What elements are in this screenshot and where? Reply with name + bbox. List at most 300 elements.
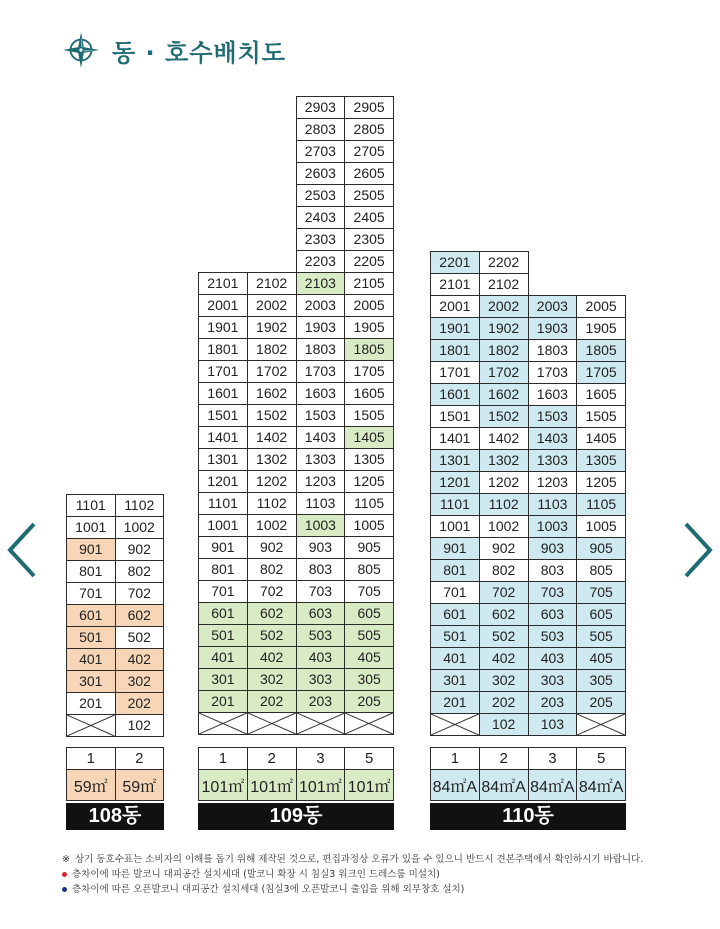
unit-cell: 1001 <box>199 515 248 537</box>
note-disclaimer <box>62 852 643 867</box>
floor-row <box>431 516 626 538</box>
unit-cell: 2905 <box>345 97 394 119</box>
unit-cell: 1002 <box>479 516 528 538</box>
unit-cell: 1505 <box>345 405 394 427</box>
unit-cell: 201 <box>431 692 480 714</box>
unit-cell: 1102 <box>479 494 528 516</box>
unit-cell: 1602 <box>247 383 296 405</box>
unit-cell: 305 <box>577 670 626 692</box>
unit-cell: 2703 <box>296 141 345 163</box>
unit-cell: 501 <box>431 626 480 648</box>
line-number: 2 <box>115 748 164 770</box>
unit-cell: 1802 <box>247 339 296 361</box>
unit-cell: 1502 <box>247 405 296 427</box>
next-arrow-button[interactable] <box>678 520 718 580</box>
empty-cell <box>247 185 296 207</box>
unit-cell: 1603 <box>296 383 345 405</box>
unit-cell: 1902 <box>479 318 528 340</box>
unit-cell: 902 <box>479 538 528 560</box>
unit-cell: 401 <box>431 648 480 670</box>
floor-row <box>431 450 626 472</box>
floor-row <box>199 141 394 163</box>
line-number: 1 <box>199 748 248 770</box>
unit-cell: 2803 <box>296 119 345 141</box>
unit-cell: 1903 <box>528 318 577 340</box>
line-number: 5 <box>577 748 626 770</box>
unit-cell: 1501 <box>199 405 248 427</box>
line-number: 1 <box>67 748 116 770</box>
building-108-name: 108동 <box>66 803 164 830</box>
line-number-row <box>431 748 626 770</box>
unit-cell: 801 <box>431 560 480 582</box>
unit-cell: 1001 <box>431 516 480 538</box>
unit-cell: 505 <box>577 626 626 648</box>
floor-row <box>67 517 164 539</box>
line-number-row <box>67 748 164 770</box>
unit-cell: 603 <box>296 603 345 625</box>
floor-row <box>199 537 394 559</box>
floor-row <box>431 714 626 736</box>
building-108-unit-grid <box>66 494 164 737</box>
floor-row <box>431 670 626 692</box>
unit-cell: 303 <box>528 670 577 692</box>
unit-cell: 205 <box>345 691 394 713</box>
floor-row <box>199 603 394 625</box>
unit-cell: 405 <box>345 647 394 669</box>
floor-row <box>431 362 626 384</box>
building-109-name: 109동 <box>198 803 394 830</box>
unit-cell: 805 <box>345 559 394 581</box>
unit-cell: 2003 <box>296 295 345 317</box>
floor-row <box>199 427 394 449</box>
unit-cell: 1303 <box>528 450 577 472</box>
unit-cell: 202 <box>247 691 296 713</box>
line-number: 5 <box>345 748 394 770</box>
floor-row <box>199 449 394 471</box>
no-unit-cell <box>345 713 394 735</box>
floor-row <box>199 625 394 647</box>
empty-cell <box>199 229 248 251</box>
floor-row <box>431 406 626 428</box>
note-text: 층차이에 따른 발코니 대피공간 설치세대 (발코니 확장 시 침실3 워크인 드레스룸 미설치) <box>72 869 440 880</box>
unit-area: 101㎡ <box>345 770 394 801</box>
floor-row <box>431 296 626 318</box>
unit-cell: 1703 <box>296 361 345 383</box>
floor-row <box>199 295 394 317</box>
empty-cell <box>247 229 296 251</box>
unit-cell: 1201 <box>199 471 248 493</box>
unit-cell: 1401 <box>431 428 480 450</box>
empty-cell <box>528 274 577 296</box>
unit-cell: 402 <box>115 649 164 671</box>
floor-row <box>431 494 626 516</box>
empty-cell <box>199 163 248 185</box>
unit-cell: 205 <box>577 692 626 714</box>
unit-cell: 1103 <box>296 493 345 515</box>
unit-cell: 1702 <box>479 362 528 384</box>
floor-row <box>431 692 626 714</box>
unit-cell: 601 <box>199 603 248 625</box>
unit-cell: 1602 <box>479 384 528 406</box>
building-109-unit-grid <box>198 96 394 735</box>
unit-cell: 301 <box>431 670 480 692</box>
floor-row <box>199 163 394 185</box>
floor-row <box>431 428 626 450</box>
note-open-balcony-shelter <box>62 882 643 897</box>
compass-icon <box>62 31 100 69</box>
no-unit-cell <box>199 713 248 735</box>
line-number: 3 <box>296 748 345 770</box>
unit-cell: 2102 <box>247 273 296 295</box>
unit-cell: 1301 <box>431 450 480 472</box>
unit-cell: 1505 <box>577 406 626 428</box>
unit-cell: 603 <box>528 604 577 626</box>
unit-cell: 1102 <box>247 493 296 515</box>
unit-cell: 1303 <box>296 449 345 471</box>
unit-cell: 701 <box>67 583 116 605</box>
no-unit-cell <box>577 714 626 736</box>
unit-cell: 302 <box>115 671 164 693</box>
empty-cell <box>199 207 248 229</box>
unit-cell: 505 <box>345 625 394 647</box>
unit-cell: 602 <box>479 604 528 626</box>
unit-cell: 1005 <box>345 515 394 537</box>
floor-row <box>67 539 164 561</box>
floor-row <box>431 604 626 626</box>
floor-row <box>431 560 626 582</box>
unit-cell: 902 <box>115 539 164 561</box>
unit-area: 101㎡ <box>296 770 345 801</box>
floor-row <box>67 605 164 627</box>
empty-cell <box>528 252 577 274</box>
unit-cell: 705 <box>577 582 626 604</box>
unit-area: 84㎡A <box>479 770 528 801</box>
unit-cell: 2603 <box>296 163 345 185</box>
unit-cell: 1401 <box>199 427 248 449</box>
floor-row <box>199 339 394 361</box>
unit-cell: 2102 <box>479 274 528 296</box>
unit-cell: 802 <box>479 560 528 582</box>
floor-row <box>199 405 394 427</box>
empty-cell <box>247 141 296 163</box>
unit-cell: 2101 <box>199 273 248 295</box>
no-unit-cell <box>67 715 116 737</box>
unit-cell: 1705 <box>577 362 626 384</box>
unit-cell: 1605 <box>345 383 394 405</box>
line-number: 2 <box>247 748 296 770</box>
unit-cell: 1101 <box>199 493 248 515</box>
unit-area-row <box>67 770 164 801</box>
unit-cell: 2101 <box>431 274 480 296</box>
unit-cell: 801 <box>67 561 116 583</box>
floor-row <box>431 274 626 296</box>
unit-cell: 1501 <box>431 406 480 428</box>
floor-row <box>67 671 164 693</box>
unit-cell: 1402 <box>479 428 528 450</box>
unit-cell: 401 <box>199 647 248 669</box>
unit-cell: 301 <box>67 671 116 693</box>
floor-row <box>431 318 626 340</box>
floor-row <box>199 97 394 119</box>
unit-cell: 1203 <box>528 472 577 494</box>
unit-cell: 1305 <box>577 450 626 472</box>
unit-cell: 302 <box>247 669 296 691</box>
unit-cell: 601 <box>67 605 116 627</box>
navy-dot-icon <box>62 887 67 892</box>
unit-cell: 1405 <box>577 428 626 450</box>
empty-cell <box>199 141 248 163</box>
unit-cell: 1503 <box>296 405 345 427</box>
unit-cell: 502 <box>115 627 164 649</box>
floor-row <box>431 648 626 670</box>
building-110-name: 110동 <box>430 803 626 830</box>
unit-area: 84㎡A <box>431 770 480 801</box>
page-title: 동 · 호수배치도 <box>112 38 286 67</box>
no-unit-cell <box>247 713 296 735</box>
floor-row <box>199 493 394 515</box>
unit-cell: 903 <box>528 538 577 560</box>
unit-cell: 1205 <box>577 472 626 494</box>
empty-cell <box>247 251 296 273</box>
floor-row <box>431 538 626 560</box>
unit-cell: 901 <box>67 539 116 561</box>
unit-cell: 802 <box>115 561 164 583</box>
unit-cell: 1502 <box>479 406 528 428</box>
unit-cell: 903 <box>296 537 345 559</box>
unit-cell: 2001 <box>431 296 480 318</box>
unit-cell: 703 <box>528 582 577 604</box>
floor-row <box>199 361 394 383</box>
unit-cell: 403 <box>528 648 577 670</box>
unit-cell: 2002 <box>479 296 528 318</box>
floor-row <box>199 207 394 229</box>
unit-area: 84㎡A <box>528 770 577 801</box>
notes <box>62 852 643 897</box>
unit-cell: 602 <box>247 603 296 625</box>
unit-cell: 805 <box>577 560 626 582</box>
empty-cell <box>247 119 296 141</box>
unit-cell: 1803 <box>296 339 345 361</box>
unit-cell: 102 <box>115 715 164 737</box>
unit-cell: 303 <box>296 669 345 691</box>
chevron-left-icon <box>2 520 42 580</box>
unit-cell: 2203 <box>296 251 345 273</box>
unit-cell: 1605 <box>577 384 626 406</box>
unit-cell: 1205 <box>345 471 394 493</box>
unit-cell: 1803 <box>528 340 577 362</box>
unit-cell: 801 <box>199 559 248 581</box>
unit-cell: 2103 <box>296 273 345 295</box>
empty-cell <box>247 163 296 185</box>
unit-cell: 502 <box>479 626 528 648</box>
floor-row <box>199 317 394 339</box>
unit-cell: 1905 <box>577 318 626 340</box>
floor-row <box>199 185 394 207</box>
unit-cell: 1305 <box>345 449 394 471</box>
floor-row <box>199 647 394 669</box>
unit-cell: 501 <box>67 627 116 649</box>
note-text: 층차이에 따른 오픈발코니 대피공간 설치세대 (침실3에 오픈발코니 출입을 위해 외부창호 설치) <box>72 884 465 895</box>
unit-cell: 1802 <box>479 340 528 362</box>
unit-cell: 1003 <box>528 516 577 538</box>
red-dot-icon <box>62 872 67 877</box>
floor-row <box>199 471 394 493</box>
floor-row <box>67 715 164 737</box>
floor-row <box>431 252 626 274</box>
note-marker: ※ <box>62 854 70 865</box>
unit-cell: 1403 <box>296 427 345 449</box>
unit-cell: 1805 <box>345 339 394 361</box>
unit-cell: 1805 <box>577 340 626 362</box>
line-number: 3 <box>528 748 577 770</box>
floor-row <box>199 251 394 273</box>
unit-cell: 302 <box>479 670 528 692</box>
floor-row <box>199 119 394 141</box>
unit-cell: 2403 <box>296 207 345 229</box>
unit-cell: 702 <box>115 583 164 605</box>
unit-cell: 905 <box>345 537 394 559</box>
unit-cell: 803 <box>528 560 577 582</box>
unit-cell: 1703 <box>528 362 577 384</box>
unit-cell: 2005 <box>577 296 626 318</box>
floor-row <box>199 713 394 735</box>
unit-cell: 2105 <box>345 273 394 295</box>
unit-cell: 602 <box>115 605 164 627</box>
unit-cell: 501 <box>199 625 248 647</box>
empty-cell <box>199 119 248 141</box>
unit-cell: 702 <box>479 582 528 604</box>
empty-cell <box>577 274 626 296</box>
unit-cell: 1701 <box>199 361 248 383</box>
floor-row <box>199 581 394 603</box>
floor-row <box>199 273 394 295</box>
chevron-right-icon <box>678 520 718 580</box>
floor-row <box>67 649 164 671</box>
unit-cell: 1302 <box>479 450 528 472</box>
floor-row <box>67 627 164 649</box>
unit-cell: 301 <box>199 669 248 691</box>
empty-cell <box>577 252 626 274</box>
no-unit-cell <box>296 713 345 735</box>
unit-area-row <box>199 770 394 801</box>
unit-cell: 2005 <box>345 295 394 317</box>
unit-cell: 2503 <box>296 185 345 207</box>
unit-cell: 2202 <box>479 252 528 274</box>
floor-row <box>431 582 626 604</box>
unit-cell: 2201 <box>431 252 480 274</box>
previous-arrow-button[interactable] <box>2 520 42 580</box>
unit-cell: 2205 <box>345 251 394 273</box>
floor-row <box>199 669 394 691</box>
line-number: 2 <box>479 748 528 770</box>
floor-row <box>199 515 394 537</box>
unit-area: 101㎡ <box>247 770 296 801</box>
floor-row <box>199 229 394 251</box>
unit-cell: 503 <box>296 625 345 647</box>
unit-cell: 1105 <box>345 493 394 515</box>
unit-cell: 1202 <box>247 471 296 493</box>
floor-row <box>199 383 394 405</box>
unit-cell: 1105 <box>577 494 626 516</box>
unit-cell: 1201 <box>431 472 480 494</box>
unit-cell: 1403 <box>528 428 577 450</box>
unit-cell: 1901 <box>431 318 480 340</box>
unit-cell: 2002 <box>247 295 296 317</box>
unit-cell: 403 <box>296 647 345 669</box>
unit-cell: 502 <box>247 625 296 647</box>
unit-cell: 202 <box>479 692 528 714</box>
floor-row <box>431 384 626 406</box>
unit-cell: 1405 <box>345 427 394 449</box>
unit-cell: 1301 <box>199 449 248 471</box>
unit-cell: 601 <box>431 604 480 626</box>
empty-cell <box>199 185 248 207</box>
unit-cell: 402 <box>479 648 528 670</box>
unit-cell: 703 <box>296 581 345 603</box>
line-number: 1 <box>431 748 480 770</box>
unit-cell: 2505 <box>345 185 394 207</box>
unit-cell: 1901 <box>199 317 248 339</box>
floor-row <box>67 495 164 517</box>
unit-cell: 1101 <box>67 495 116 517</box>
floor-row <box>431 340 626 362</box>
unit-cell: 203 <box>296 691 345 713</box>
unit-cell: 701 <box>199 581 248 603</box>
building-108-line-table <box>66 747 164 801</box>
no-unit-cell <box>431 714 480 736</box>
building-109-line-table <box>198 747 394 801</box>
empty-cell <box>247 97 296 119</box>
unit-cell: 1603 <box>528 384 577 406</box>
unit-cell: 902 <box>247 537 296 559</box>
unit-cell: 901 <box>431 538 480 560</box>
unit-cell: 2705 <box>345 141 394 163</box>
unit-cell: 103 <box>528 714 577 736</box>
unit-cell: 202 <box>115 693 164 715</box>
unit-cell: 102 <box>479 714 528 736</box>
unit-cell: 2605 <box>345 163 394 185</box>
floor-row <box>67 693 164 715</box>
unit-cell: 1903 <box>296 317 345 339</box>
unit-cell: 503 <box>528 626 577 648</box>
building-110-line-table <box>430 747 626 801</box>
unit-cell: 1102 <box>115 495 164 517</box>
unit-cell: 1601 <box>431 384 480 406</box>
floor-row <box>67 583 164 605</box>
unit-cell: 203 <box>528 692 577 714</box>
unit-cell: 201 <box>199 691 248 713</box>
unit-cell: 1101 <box>431 494 480 516</box>
unit-cell: 702 <box>247 581 296 603</box>
unit-area: 101㎡ <box>199 770 248 801</box>
unit-cell: 1905 <box>345 317 394 339</box>
unit-cell: 2305 <box>345 229 394 251</box>
floor-row <box>431 626 626 648</box>
unit-cell: 2405 <box>345 207 394 229</box>
unit-cell: 905 <box>577 538 626 560</box>
unit-cell: 1503 <box>528 406 577 428</box>
unit-cell: 402 <box>247 647 296 669</box>
floor-row <box>199 559 394 581</box>
unit-area: 84㎡A <box>577 770 626 801</box>
note-text: 상기 동호수표는 소비자의 이해를 돕기 위해 제작된 것으로, 편집과정상 오류가 있을 수 있으니 반드시 견본주택에서 확인하시기 바랍니다. <box>74 854 644 865</box>
unit-cell: 701 <box>431 582 480 604</box>
unit-cell: 901 <box>199 537 248 559</box>
unit-cell: 1801 <box>199 339 248 361</box>
unit-cell: 1801 <box>431 340 480 362</box>
unit-cell: 1705 <box>345 361 394 383</box>
unit-cell: 1402 <box>247 427 296 449</box>
